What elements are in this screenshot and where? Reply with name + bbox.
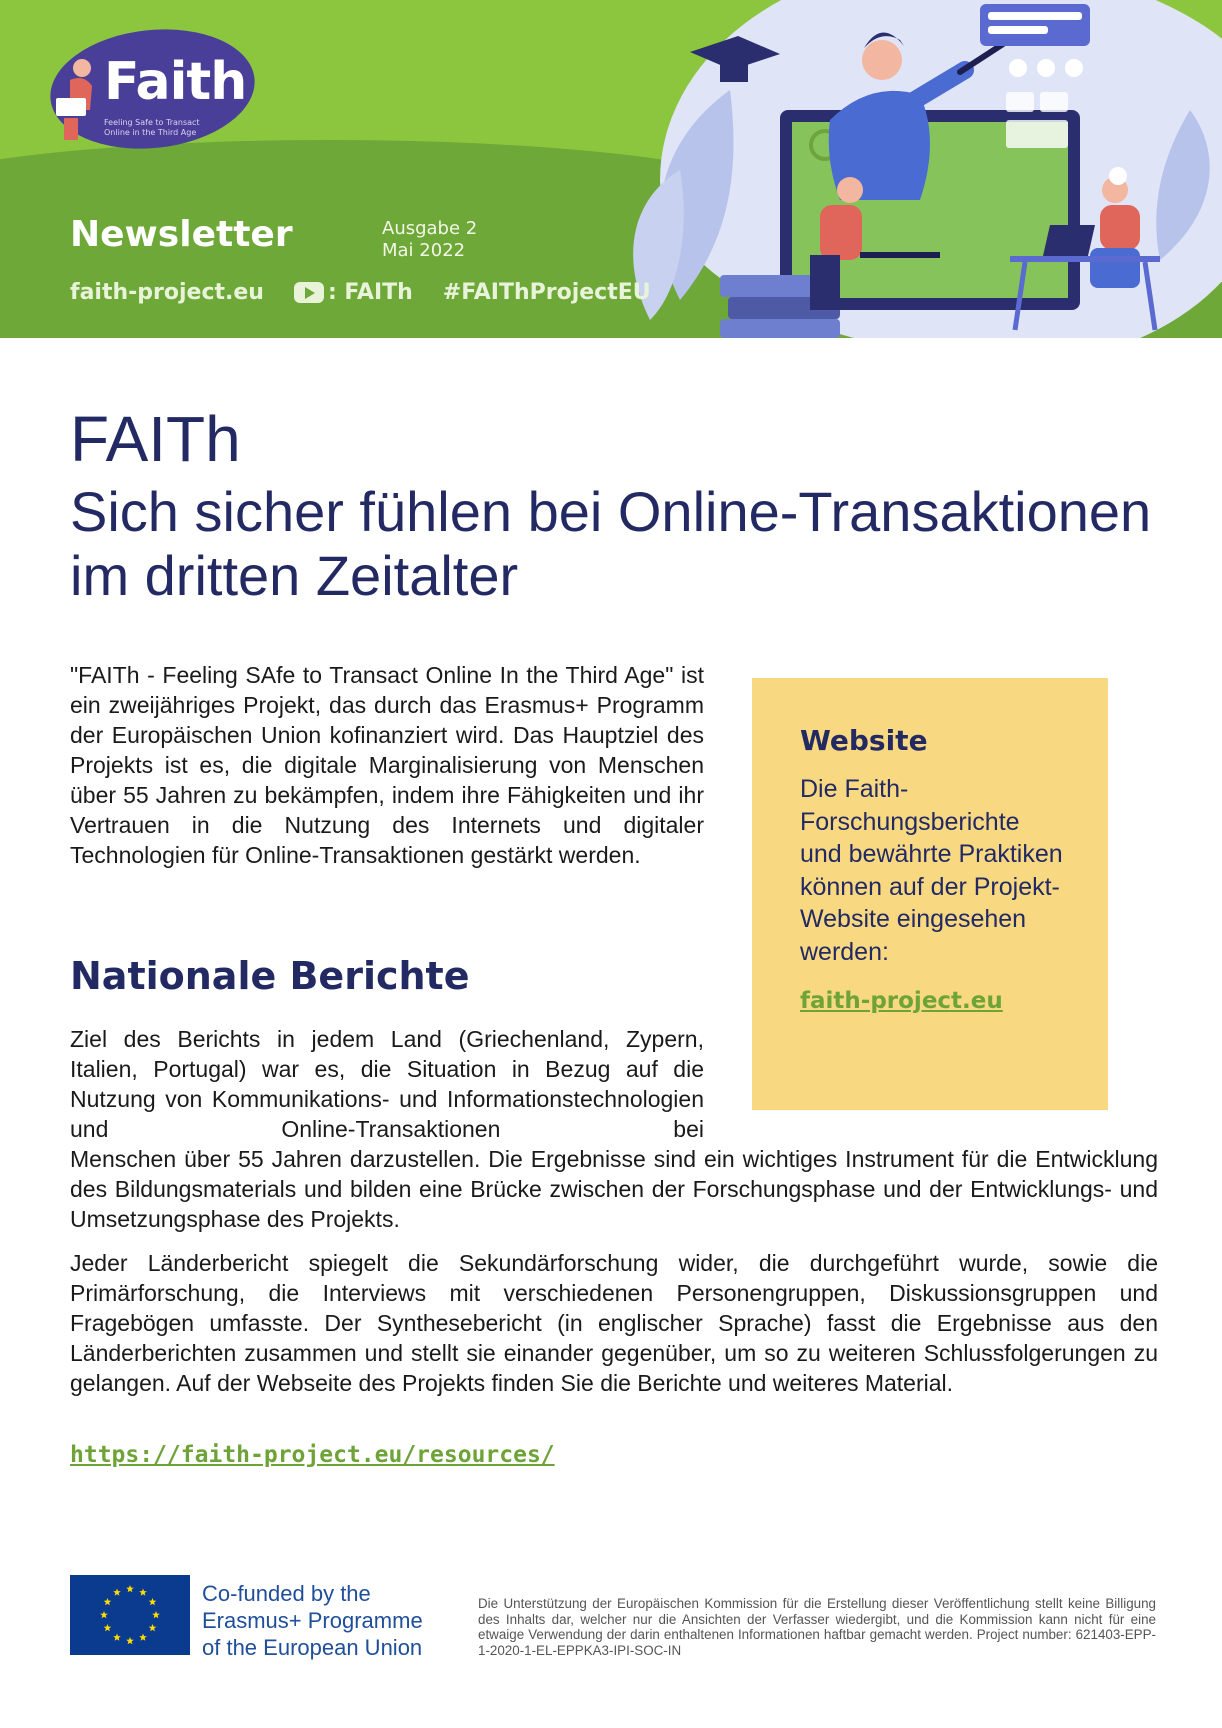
newsletter-header [0,0,1222,338]
cofunded-line-1: Co-funded by the [202,1581,371,1606]
header-youtube-link[interactable]: : FAITh [327,280,413,305]
logo-person-icon [50,58,102,142]
newsletter-label: Newsletter [70,214,293,255]
reports-heading: Nationale Berichte [70,954,470,998]
page-title [70,402,1170,608]
youtube-icon [294,282,324,303]
logo-subtitle: Feeling Safe to Transact Online in the Third Age [104,118,200,137]
sidebox-text: Die Faith-Forschungsberichte und bewährte Praktiken können auf der Projekt-Website eingesehen werden: [800,775,1063,966]
cofunded-line-3: of the European Union [202,1635,423,1660]
cofunded-line-2: Erasmus+ Programme [202,1608,423,1633]
sidebox-heading: Website [800,724,928,757]
title-line-1: FAITh [70,403,241,475]
issue-info [382,218,477,262]
social-links [70,280,651,305]
logo-word: Faith [104,52,247,112]
reports-section [70,1024,1158,1412]
sidebox-website-link[interactable]: faith-project.eu [800,988,1003,1014]
resources-link[interactable]: https://faith-project.eu/resources/ [70,1442,555,1468]
reports-paragraph-1-part-1: Ziel des Berichts in jedem Land (Griechenland, Zypern, Italien, Portugal) war es, die Situation in Bezug auf die Nutzung von Kommunikations- und Informationstechnologien und Online-Transaktionen bei [70,1026,704,1142]
funding-disclaimer: Die Unterstützung der Europäischen Kommission für die Erstellung dieser Veröffentlichung stellt keine Billigung des Inhalts dar, welcher nur die Ansichten der Verfasser wiedergibt, und die Kommission kann nicht für eine etwaige Verwendung der darin enthaltenen Informationen haftbar gemacht werden. Project number: 621403-EPP-1-2020-1-EL-EPPKA3-IPI-SOC-IN [478,1596,1156,1658]
reports-paragraph-1 [70,1024,1158,1144]
intro-paragraph: "FAITh - Feeling SAfe to Transact Online In the Third Age" ist ein zweijähriges Projekt, das durch das Erasmus+ Programm der Europäischen Union kofinanziert wird. Das Hauptziel des Projekts ist es, die digitale Marginalisierung von Menschen über 55 Jahren zu bekämpfen, indem ihre Fähigkeiten und ihr Vertrauen in die Nutzung des Internets und digitaler Technologien für Online-Transaktionen gestärkt werden. [70,662,704,868]
cofunded-statement [202,1580,423,1661]
reports-paragraph-2: Jeder Länderbericht spiegelt die Sekundärforschung wider, die durchgeführt wurde, sowie die Primärforschung, die Interviews mit verschiedenen Personengruppen, Diskussionsgruppen und Fragebögen umfasste. Der Synthesebericht (in englischer Sprache) fasst die Ergebnisse aus den Länderberichten zusammen und stellt sie einander gegenüber, um so zu weiteren Schlussfolgerungen zu gelangen. Auf der Webseite des Projekts finden Sie die Berichte und weiteres Material. [70,1250,1158,1396]
header-hashtag[interactable]: #FAIThProjectEU [442,280,651,305]
title-line-2: Sich sicher fühlen bei Online-Transaktionen im dritten Zeitalter [70,480,1152,607]
issue-date: Mai 2022 [382,240,466,261]
header-website-link[interactable]: faith-project.eu [70,280,264,305]
eu-flag-icon [70,1575,190,1655]
online-learning-illustration [620,0,1222,338]
reports-paragraph-1-part-2: Menschen über 55 Jahren darzustellen. Die Ergebnisse sind ein wichtiges Instrument für die Entwicklung des Bildungsmaterials und bilden eine Brücke zwischen der Forschungsphase und der Entwicklungs- und Umsetzungsphase des Projekts. [70,1146,1158,1232]
issue-number: Ausgabe 2 [382,218,478,239]
